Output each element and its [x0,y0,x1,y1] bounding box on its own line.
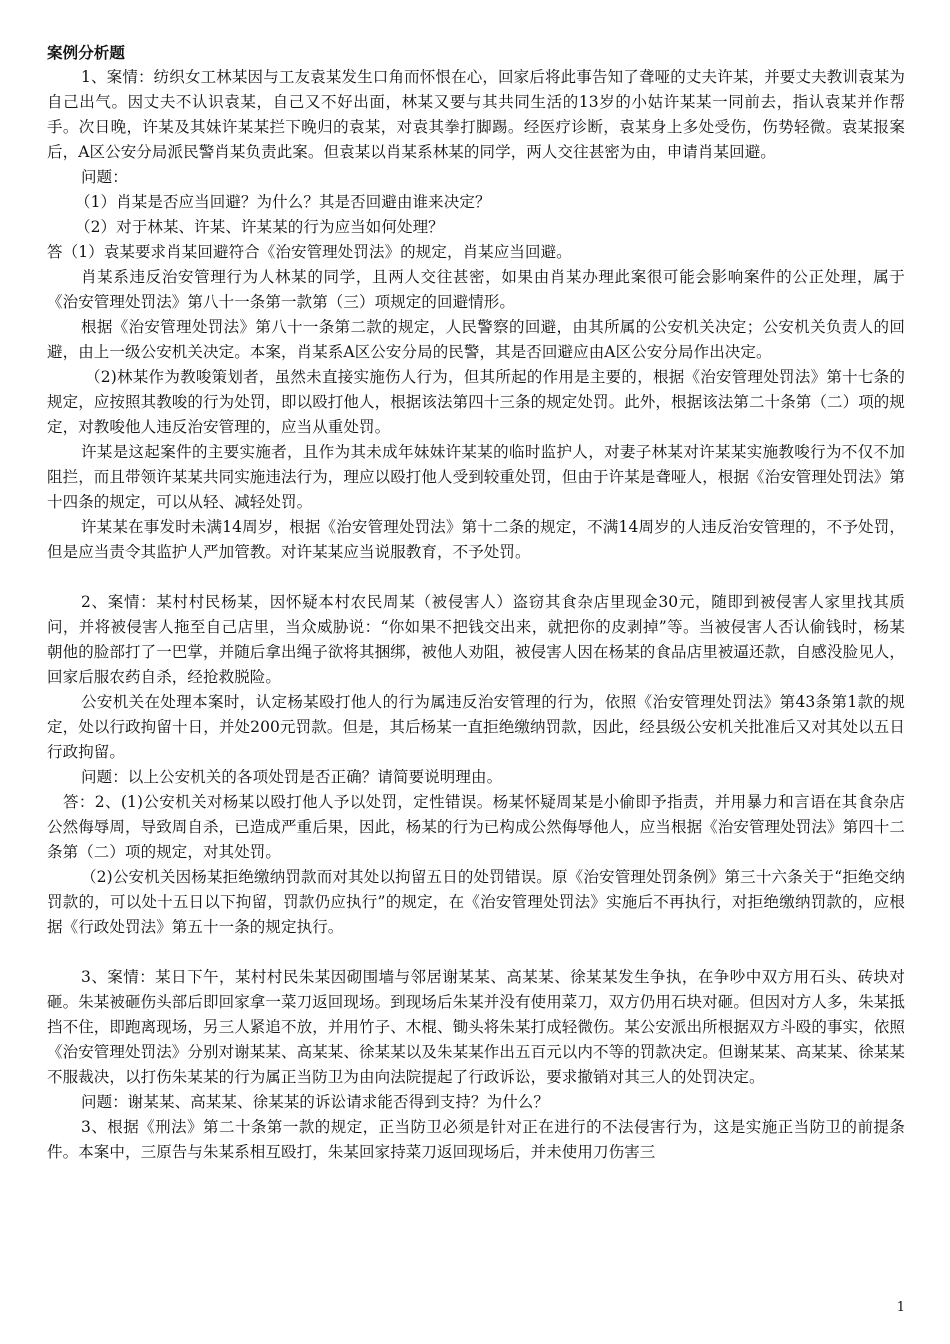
case1-answer-5: 许某是这起案件的主要实施者，且作为其未成年妹妹许某某的临时监护人，对妻子林某对许某某实施教唆行为不仅不加阻拦，而且带领许某某共同实施违法行为，理应以殴打他人受到较重处罚，但由于许某是聋哑人，根据《治安管理处罚法》第十四条的规定，可以从轻、减轻处罚。 [47,443,906,511]
case1-answer-2: 肖某系违反治安管理行为人林某的同学，且两人交往甚密，如果由肖某办理此案很可能会影响案件的公正处理，属于《治安管理处罚法》第八十一条第一款第（三）项规定的回避情形。 [47,268,905,311]
case1-question-label: 问题： [81,168,128,186]
case1-answer-1: 答（1）袁某要求肖某回避符合《治安管理处罚法》的规定，肖某应当回避。 [47,243,572,261]
case1-question-2: （2）对于林某、许某、许某某的行为应当如何处理？ [75,218,444,236]
document-title: 案例分析题 [47,43,126,62]
section-gap [47,940,905,965]
case3-answer-1: 3、根据《刑法》第二十条第一款的规定，正当防卫必须是针对正在进行的不法侵害行为，这是实施正当防卫的前提条件。本案中，三原告与朱某系相互殴打，朱某回家持菜刀返回现场后，并未使用刀伤害三 [47,1118,905,1161]
section-gap [47,565,905,590]
case2-facts-2: 公安机关在处理本案时，认定杨某殴打他人的行为属违反治安管理的行为，依照《治安管理处罚法》第43条第1款的规定，处以行政拘留十日，并处200元罚款。但是，其后杨某一直拒绝缴纳罚款，因此，经县级公安机关批准后又对其处以五日行政拘留。 [47,693,905,761]
case1-answer-4: （2)林某作为教唆策划者，虽然未直接实施伤人行为，但其所起的作用是主要的，根据《治安管理处罚法》第十七条的规定，应按照其教唆的行为处罚，即以殴打他人，根据该法第四十三条的规定处罚。此外，根据该法第二十条第（二）项的规定，对教唆他人违反治安管理的，应当从重处罚。 [47,368,906,436]
case2-answer-1: 答：2、(1)公安机关对杨某以殴打他人予以处罚，定性错误。杨某怀疑周某是小偷即予指责，并用暴力和言语在其食杂店公然侮辱周，导致周自杀，已造成严重后果，因此，杨某的行为已构成公然侮辱他人，应当根据《治安管理处罚法》第四十二条第（二）项的规定，对其处罚。 [47,793,906,861]
case1-answer-6: 许某某在事发时未满14周岁，根据《治安管理处罚法》第十二条的规定，不满14周岁的人违反治安管理的，不予处罚，但是应当责令其监护人严加管教。对许某某应当说服教育，不予处罚。 [47,518,905,561]
page-number: 1 [896,1300,905,1315]
document-page [47,40,905,1165]
case2-question: 问题：以上公安机关的各项处罚是否正确？请简要说明理由。 [81,768,503,786]
case1-facts: 1、案情：纺织女工林某因与工友袁某发生口角而怀恨在心，回家后将此事告知了聋哑的丈夫许某，并要丈夫教训袁某为自己出气。因丈夫不认识袁某，自己又不好出面，林某又要与其共同生活的13岁的小姑许某某一同前去，指认袁某并作帮手。次日晚，许某及其妹许某某拦下晚归的袁某，对袁其拳打脚踢。经医疗诊断，袁某身上多处受伤，伤势轻微。袁某报案后，A区公安分局派民警肖某负责此案。但袁某以肖某系林某的同学，两人交往甚密为由，申请肖某回避。 [47,68,905,161]
case3-question: 问题：谢某某、高某某、徐某某的诉讼请求能否得到支持？为什么？ [81,1093,550,1111]
case1-question-1: （1）肖某是否应当回避？为什么？其是否回避由谁来决定？ [75,193,491,211]
case2-facts: 2、案情：某村村民杨某，因怀疑本村农民周某（被侵害人）盗窃其食杂店里现金30元，随即到被侵害人家里找其质问，并将被侵害人拖至自己店里，当众威胁说：“你如果不把钱交出来，就把你的皮剥掉”等。当被侵害人否认偷钱时，杨某朝他的脸部打了一巴掌，并随后拿出绳子欲将其捆绑，被他人劝阻，被侵害人因在杨某的食品店里被逼还款，自感没脸见人，回家后服农药自杀，经抢救脱险。 [47,593,906,686]
case1-answer-3: 根据《治安管理处罚法》第八十一条第二款的规定，人民警察的回避，由其所属的公安机关决定；公安机关负责人的回避，由上一级公安机关决定。本案，肖某系A区公安分局的民警，其是否回避应由A区公安分局作出决定。 [47,318,905,361]
case2-answer-2: （2)公安机关因杨某拒绝缴纳罚款而对其处以拘留五日的处罚错误。原《治安管理处罚条例》第三十六条关于“拒绝交纳罚款的，可以处十五日以下拘留，罚款仍应执行”的规定，在《治安管理处罚法》实施后不再执行，对拒绝缴纳罚款的，应根据《行政处罚法》第五十一条的规定执行。 [47,868,905,936]
case3-facts: 3、案情：某日下午，某村村民朱某因砌围墙与邻居谢某某、高某某、徐某某发生争执，在争吵中双方用石头、砖块对砸。朱某被砸伤头部后即回家拿一菜刀返回现场。到现场后朱某并没有使用菜刀，双方仍用石块对砸。但因对方人多，朱某抵挡不住，即跑离现场，另三人紧追不放，并用竹子、木棍、锄头将朱某打成轻微伤。某公安派出所根据双方斗殴的事实，依照《治安管理处罚法》分别对谢某某、高某某、徐某某以及朱某某作出五百元以内不等的罚款决定。但谢某某、高某某、徐某某不服裁决，以打伤朱某某的行为属正当防卫为由向法院提起了行政诉讼，要求撤销对其三人的处罚决定。 [47,968,906,1086]
